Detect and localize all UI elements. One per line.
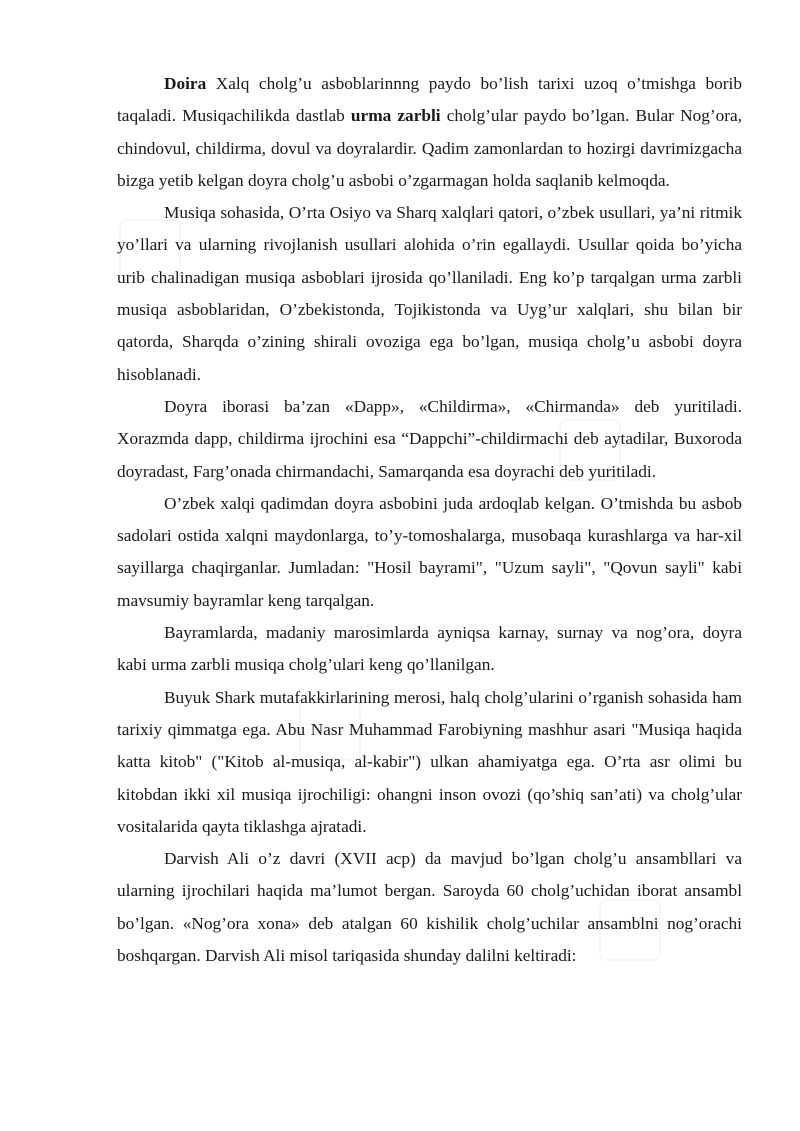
paragraph-5: Bayramlarda, madaniy marosimlarda ayniqsa karnay, surnay va nog’ora, doyra kabi urma zarbli musiqa cholg’ulari keng qo’llanilgan. — [117, 623, 742, 675]
paragraph-6: Buyuk Shark mutafakkirlarining merosi, halq cholg’ularini o’rganish sohasida ham tarixiy qimmatga ega. Abu Nasr Muhammad Farobiyning mashhur asari "Musiqa haqida katta kitob" ("Kitob al-musiqa, al-kabir") ulkan ahamiyatga ega. O’rta asr olimi bu kitobdan ikki xil musiqa ijrochiligi: ohangni inson ovozi (qo’shiq san’ati) va cholg’ular vositalarida qayta tiklashga ajratadi. — [117, 687, 742, 836]
term-urma-zarbli: urma zarbli — [350, 106, 441, 126]
paragraph-7: Darvish Ali o’z davri (XVII асp) da mavjud bo’lgan cholg’u ansambllari va ularning ijrochilari haqida ma’lumot bergan. Saroyda 60 cholg’uchidan iborat ansambl bo’lgan. «Nog’ora xona» deb atalgan 60 kishilik cholg’uchilar ansamblni nog’orachi boshqargan. Darvish Ali misol tariqasida shunday dalilni keltiradi: — [117, 849, 742, 966]
term-doira: Doira — [164, 74, 207, 93]
paragraph-3: Doyra iborasi ba’zan «Dapp», «Childirma», «Chirmanda» deb yuritiladi. Xorazmda dapp, childirma ijrochini esa “Dappchi”-childirmachi deb aytadilar, Buxoroda doyradast, Farg’onada chirmandachi, Samarqanda esa doyrachi deb yuritiladi. — [117, 396, 742, 481]
document-body — [117, 68, 742, 972]
paragraph-4: O’zbek xalqi qadimdan doyra asbobini juda ardoqlab kelgan. O’tmishda bu asbob sadolari ostida xalqni maydonlarga, to’y-tomoshalarga, musobaqa kurashlarga va har-xil sayillarga chaqirganlar. Jumladan: "Hosil bayrami", "Uzum sayli", "Qovun sayli" kabi mavsumiy bayramlar keng tarqalgan. — [117, 493, 742, 610]
paragraph-1-text-b: cholg’ular paydo bo’lgan. Bular Nog’ora, chindovul, childirma, dovul va doyralardir. Qadim zamonlardan to hozirgi davrimizgacha bizga yetib kelgan doyra cholg’u asbobi o’zgarmagan holda saqlanib kelmoqda. — [117, 106, 742, 190]
paragraph-1-text-a: Xalq cholg’u asboblarinnng paydo bo’lish tarixi uzoq o’tmishga borib taqaladi. Musiqachilikda dastlab — [117, 74, 742, 126]
paragraph-2: Musiqa sohasida, O’rta Osiyo va Sharq xalqlari qatori, o’zbek usullari, ya’ni ritmik yo’llari va ularning rivojlanish usullari alohida o’rin egallaydi. Usullar qoida bo’yicha urib chalinadigan musiqa asboblari ijrosida qo’llaniladi. Eng ko’p tarqalgan urma zarbli musiqa asboblaridan, O’zbekistonda, Tojikistonda va Uyg’ur xalqlari, shu bilan bir qatorda, Sharqda o’zining shirali ovoziga ega bo’lgan, musiqa cholg’u asbobi doyra hisoblanadi. — [117, 203, 742, 384]
paragraph-1 — [117, 68, 742, 197]
